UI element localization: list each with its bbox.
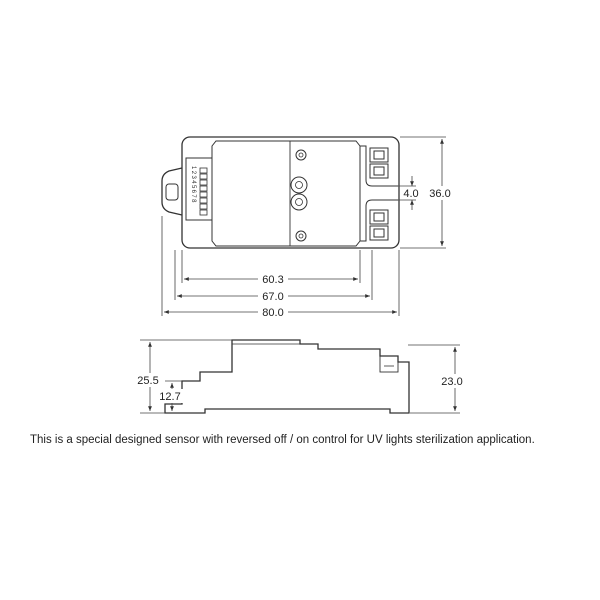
top-view-dimension-lines: [162, 137, 446, 316]
sensor-lens-lower-inner: [296, 199, 303, 206]
dip-switch-block: [186, 158, 212, 220]
description-caption: This is a special designed sensor with reversed off / on control for UV lights sterilization application.: [30, 434, 535, 446]
terminal-housing: [360, 146, 398, 241]
sensor-lens-lower: [291, 194, 307, 210]
sensor-lens-upper: [291, 177, 307, 193]
sensor-lens-upper-inner: [296, 182, 303, 189]
dim-label-23-0: 23.0: [441, 376, 463, 388]
dim-label-4-0: 4.0: [403, 188, 419, 200]
dip-switch-numbers: 12345678: [190, 166, 196, 204]
left-mounting-slot: [166, 184, 178, 200]
dim-label-25-5: 25.5: [137, 375, 159, 387]
dim-label-80-0: 80.0: [262, 307, 284, 319]
screw-top: [296, 150, 306, 160]
dip-switch-levers: [200, 168, 207, 215]
screw-top-inner: [299, 153, 303, 157]
dim-label-12-7: 12.7: [159, 391, 181, 403]
side-terminal: [380, 356, 398, 372]
top-view: [162, 137, 399, 248]
screw-bottom-inner: [299, 234, 303, 238]
terminal-blocks-lower: [370, 210, 388, 240]
dim-label-36-0: 36.0: [429, 188, 451, 200]
dim-label-67-0: 67.0: [262, 291, 284, 303]
left-mounting-ear: [162, 168, 182, 215]
terminal-blocks-upper: [370, 148, 388, 178]
screw-bottom: [296, 231, 306, 241]
dim-label-60-3: 60.3: [262, 274, 284, 286]
side-view-dimension-lines: [140, 340, 463, 413]
side-profile: [165, 340, 409, 413]
side-view: [165, 340, 409, 413]
cover-panel: [212, 141, 360, 246]
